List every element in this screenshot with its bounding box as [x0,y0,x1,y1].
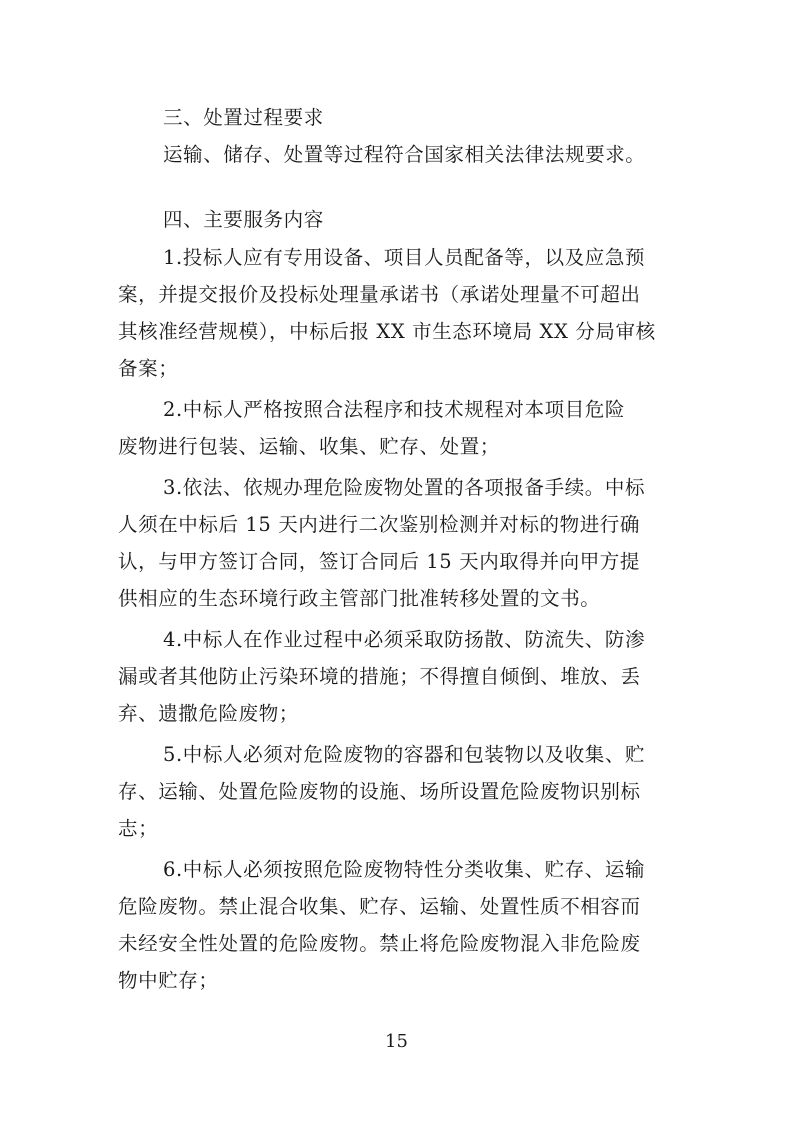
paragraph-line: 未经安全性处置的危险废物。禁止将危险废物混入非危险废 [118,932,641,955]
paragraph-line: 其核准经营规模），中标后报 XX 市生态环境局 XX 分局审核 [118,320,656,343]
paragraph-line: 3.依法、依规办理危险废物处置的各项报备手续。中标 [163,476,646,499]
list-item-1 [118,239,676,387]
paragraph-line: 2.中标人严格按照合法程序和技术规程对本项目危险 [163,398,626,421]
paragraph-line: 案，并提交报价及投标处理量承诺书（承诺处理量不可超出 [118,283,641,306]
list-item-2 [118,391,676,465]
paragraph-line: 认，与甲方签订合同，签订合同后 15 天内取得并向甲方提 [118,550,641,573]
paragraph-line: 废物进行包装、运输、收集、贮存、处置； [118,435,500,458]
section-heading-4: 四、主要服务内容 [163,208,324,231]
paragraph-line: 5.中标人必须对危险废物的容器和包装物以及收集、贮 [163,743,646,766]
paragraph-line: 危险废物。禁止混合收集、贮存、运输、处置性质不相容而 [118,895,641,918]
section-heading-3: 三、处置过程要求 [163,106,324,129]
paragraph-line: 弃、遗撒危险废物； [118,702,299,725]
paragraph-line: 4.中标人在作业过程中必须采取防扬散、防流失、防渗 [163,628,646,651]
section-3-text: 运输、储存、处置等过程符合国家相关法律法规要求。 [163,143,646,166]
paragraph-line: 备案； [118,357,179,380]
paragraph-line: 人须在中标后 15 天内进行二次鉴别检测并对标的物进行确 [118,513,641,536]
paragraph-line: 物中贮存； [118,969,219,992]
page-number: 15 [385,1031,408,1052]
list-item-4 [118,621,676,732]
list-item-6 [118,851,676,999]
paragraph-line: 漏或者其他防止污染环境的措施；不得擅自倾倒、堆放、丢 [118,665,641,688]
paragraph-line: 供相应的生态环境行政主管部门批准转移处置的文书。 [118,587,601,610]
section-spacer [118,175,676,203]
list-item-5 [118,736,676,847]
paragraph-line: 志； [118,817,159,840]
paragraph-line: 1.投标人应有专用设备、项目人员配备等，以及应急预 [163,246,646,269]
paragraph-line: 存、运输、处置危险废物的设施、场所设置危险废物识别标 [118,780,641,803]
list-item-3 [118,469,676,617]
document-body [118,101,676,1003]
paragraph-line: 6.中标人必须按照危险废物特性分类收集、贮存、运输 [163,858,646,881]
